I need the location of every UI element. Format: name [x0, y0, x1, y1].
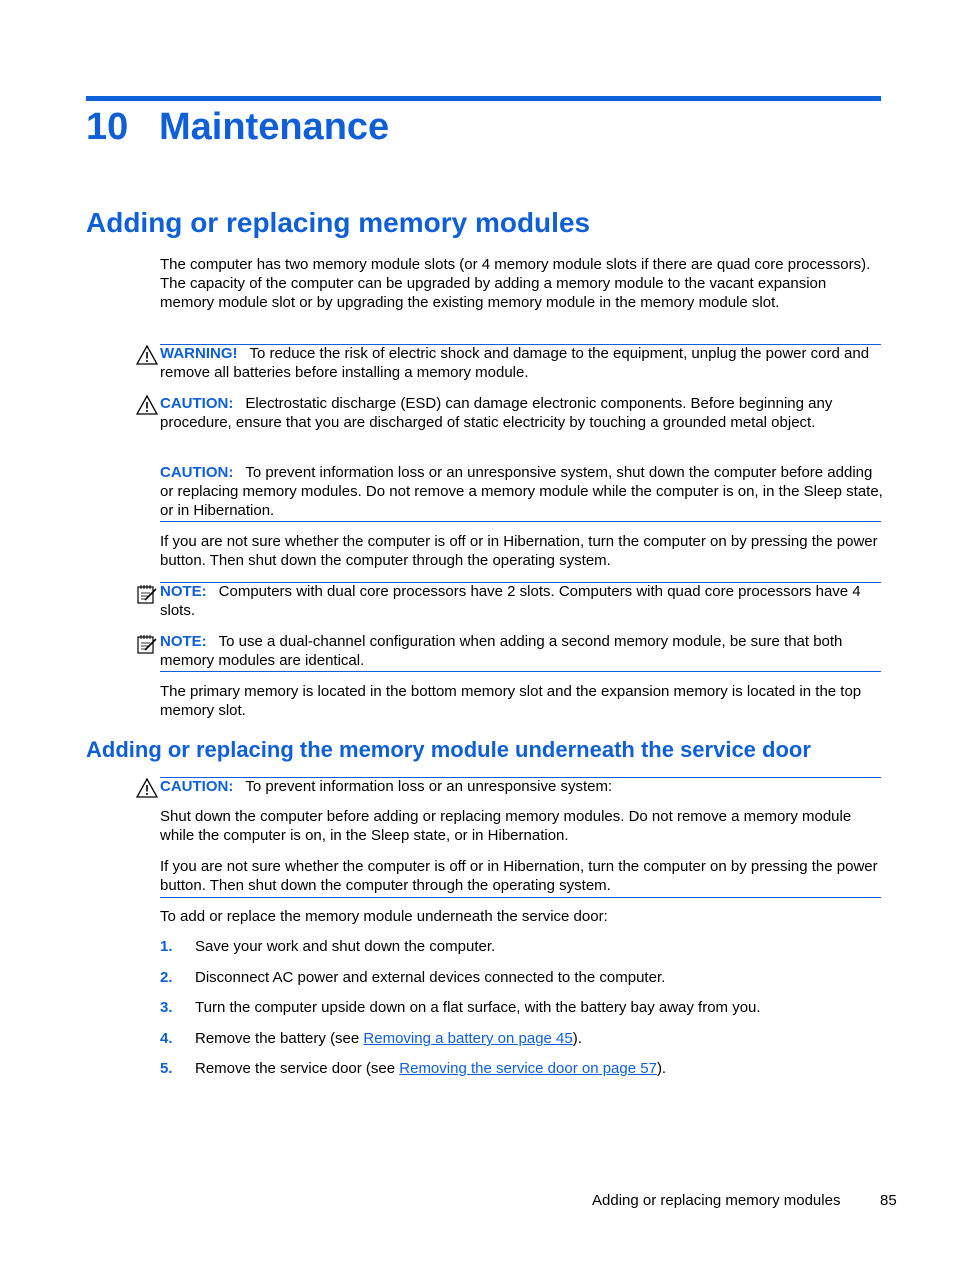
caution-label: CAUTION: — [160, 464, 234, 481]
note-text: Computers with dual core processors have 2 slots. Computers with quad core processors have 4 slots. — [160, 583, 861, 620]
note-label: NOTE: — [160, 633, 207, 650]
caution-triangle-icon — [136, 394, 158, 416]
step-text-pre: Remove the battery (see — [195, 1030, 364, 1047]
step-text: Disconnect AC power and external devices connected to the computer. — [195, 969, 666, 986]
warning-label: WARNING! — [160, 345, 238, 362]
hibernation-paragraph: If you are not sure whether the computer is off or in Hibernation, turn the computer on by pressing the power button. Then shut down the computer through the operating system. — [160, 858, 878, 895]
caution-notice — [160, 777, 884, 796]
caution-triangle-icon — [136, 777, 158, 799]
removing-service-door-link[interactable]: Removing the service door on page 57 — [399, 1060, 657, 1077]
step-number: 3. — [160, 999, 173, 1016]
step-text-post: ). — [572, 1030, 582, 1047]
step-text — [195, 1029, 582, 1048]
chapter-number: 10 — [86, 106, 129, 148]
caution-label: CAUTION: — [160, 395, 234, 412]
footer-title: Adding or replacing memory modules — [592, 1192, 841, 1209]
warning-notice — [160, 344, 884, 382]
removing-battery-link[interactable]: Removing a battery on page 45 — [363, 1030, 573, 1047]
warning-text: To reduce the risk of electric shock and damage to the equipment, unplug the power cord and remove all batteries before installing a memory module. — [160, 345, 870, 382]
note-text: To use a dual-channel configuration when adding a second memory module, be sure that both memory modules are identical. — [160, 633, 843, 670]
chapter-name: Maintenance — [159, 106, 390, 148]
step-number: 2. — [160, 969, 173, 986]
note-pad-icon — [136, 633, 158, 655]
notice-rule-bottom — [160, 521, 881, 522]
chapter-title — [86, 106, 389, 149]
warning-triangle-icon — [136, 344, 158, 366]
procedure-intro: To add or replace the memory module underneath the service door: — [160, 908, 608, 925]
caution-notice-shutdown — [160, 463, 884, 521]
step-text: Save your work and shut down the computer. — [195, 938, 496, 955]
intro-paragraph: The computer has two memory module slots (or 4 memory module slots if there are quad core processors). The capacity of the computer can be upgraded by adding a memory module to the vacant expansion memory module slot or by upgrading the existing memory module in the memory module slot. — [160, 256, 871, 312]
subsection-heading: Adding or replacing the memory module underneath the service door — [86, 737, 811, 762]
caution-text: Electrostatic discharge (ESD) can damage electronic components. Before beginning any procedure, ensure that you are discharged of static electricity by touching a grounded metal object. — [160, 395, 833, 432]
caution-notice-esd — [160, 394, 884, 432]
note-dual-core — [160, 582, 884, 620]
step-text-pre: Remove the service door (see — [195, 1060, 400, 1077]
shutdown-paragraph: Shut down the computer before adding or replacing memory modules. Do not remove a memory module while the computer is on, in the Sleep state, or in Hibernation. — [160, 808, 852, 845]
page-number: 85 — [880, 1192, 897, 1209]
caution-label: CAUTION: — [160, 778, 234, 795]
caution-text: To prevent information loss or an unresponsive system: — [245, 778, 613, 795]
note-rule-bottom — [160, 671, 881, 672]
step-text — [195, 1059, 666, 1078]
step-number: 5. — [160, 1060, 173, 1077]
caution-text: To prevent information loss or an unresponsive system, shut down the computer before adding or replacing memory modules. Do not remove a memory module while the computer is on, in the Sleep state, or in Hibernation. — [160, 464, 883, 520]
chapter-rule — [86, 96, 881, 101]
step-number: 1. — [160, 938, 173, 955]
hibernation-paragraph: If you are not sure whether the computer is off or in Hibernation, turn the computer on by pressing the power button. Then shut down the computer through the operating system. — [160, 533, 878, 570]
memory-location-paragraph: The primary memory is located in the bottom memory slot and the expansion memory is located in the top memory slot. — [160, 683, 862, 720]
note-label: NOTE: — [160, 583, 207, 600]
step-number: 4. — [160, 1030, 173, 1047]
section-heading: Adding or replacing memory modules — [86, 207, 591, 238]
caution-rule-bottom — [160, 897, 881, 898]
step-text: Turn the computer upside down on a flat surface, with the battery bay away from you. — [195, 999, 761, 1016]
note-dual-channel — [160, 632, 884, 670]
step-text-post: ). — [656, 1060, 667, 1077]
note-pad-icon — [136, 583, 158, 605]
